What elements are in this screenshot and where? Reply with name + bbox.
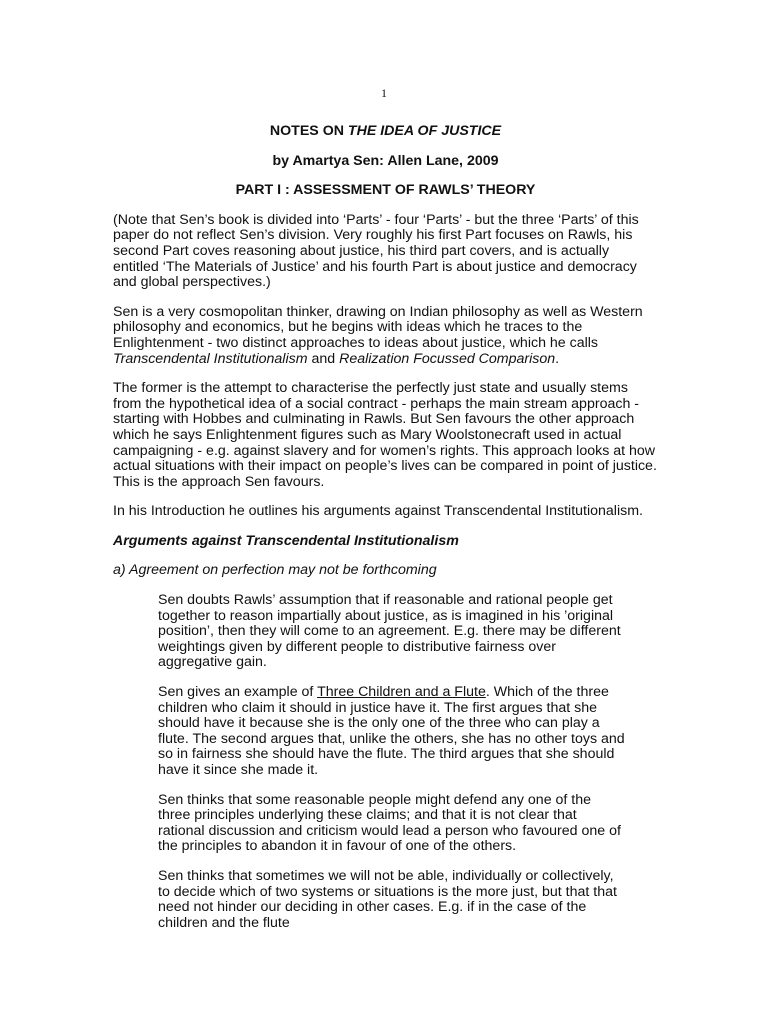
paragraph-end: . <box>555 350 560 367</box>
indented-paragraph-rawls-assumption: Sen doubts Rawls’ assumption that if reasonable and rational people get together to reason impartially about justice, as is imagined in his ’original position’, then they will come to an agreement. E.g. there may be different weightings given by different people to distributive fairness over aggregative gain. <box>158 592 621 671</box>
paragraph-note: (Note that Sen’s book is divided into ‘Parts’ - four ‘Parts’ - but the three ‘Parts’ of this paper do not reflect Sen’s division. Very roughly his first Part focuses on Rawls, his second Part coves reasoning about justice, his third part covers, and is actually entitled ‘The Materials of Justice’ and his fourth Part is about justice and democracy and global perspectives.) <box>113 211 639 291</box>
three-children-after: . Which of the three children who claim it should in justice have it. The first argues that she should have it because she is the only one of the three who can play a flute. The second argues that, unlike the others, she has no other toys and so in fairness she should have the flute. The third argues that she should have it since she made it. <box>158 684 625 778</box>
term-realization-focussed-comparison: Realization Focussed Comparison <box>339 350 556 367</box>
paragraph-cosmopolitan-text: Sen is a very cosmopolitan thinker, drawing on Indian philosophy as well as Western philosophy and economics, but he begins with ideas which he traces to the Enlightenment - two distinct approaches to ideas about justice, which he calls <box>113 303 643 351</box>
page-number: 1 <box>381 86 387 100</box>
indented-paragraph-two-systems: Sen thinks that sometimes we will not be able, individually or collectively, to decide which of two systems or situations is the more just, but that that need not hinder our deciding in other cases. E.g. if in the case of the children and the flute <box>158 867 617 931</box>
paragraph-former: The former is the attempt to characterise the perfectly just state and usually stems from the hypothetical idea of a social contract - perhaps the main stream approach - starting with Hobbes and culminating in Rawls. But Sen favours the other approach which he says Enlightenment figures such as Mary Woolstonecraft used in actual campaigning - e.g. against slavery and for women’s rights. This approach looks at how actual situations with their impact on people’s lives can be compared in point of justice. This is the approach Sen favours. <box>113 380 657 490</box>
term-transcendental-institutionalism: Transcendental Institutionalism <box>113 350 308 367</box>
paragraph-cosmopolitan <box>113 305 658 367</box>
title-book: THE IDEA OF JUSTICE <box>347 123 502 139</box>
document-title <box>113 124 658 140</box>
part-heading: PART I : ASSESSMENT OF RAWLS’ THEORY <box>235 182 536 199</box>
indented-paragraph-three-children <box>113 685 626 779</box>
document-body <box>113 124 658 945</box>
indented-paragraph-principles: Sen thinks that some reasonable people might defend any one of the three principles underlying these claims; and that it is not clear that rational discussion and criticism would lead a person who favoured one of the principles to abandon it in favour of one of the others. <box>158 791 621 855</box>
conjunction-and: and <box>307 350 340 367</box>
underlined-three-children-and-a-flute: Three Children and a Flute <box>317 684 486 701</box>
title-prefix: NOTES ON <box>269 123 348 139</box>
paragraph-introduction: In his Introduction he outlines his arguments against Transcendental Institutionalism. <box>113 503 643 520</box>
document-byline: by Amartya Sen: Allen Lane, 2009 <box>272 152 499 169</box>
section-title: Arguments against Transcendental Institutionalism <box>113 532 459 549</box>
three-children-before: Sen gives an example of <box>158 684 318 701</box>
subsection-title-a: a) Agreement on perfection may not be forthcoming <box>113 562 437 579</box>
